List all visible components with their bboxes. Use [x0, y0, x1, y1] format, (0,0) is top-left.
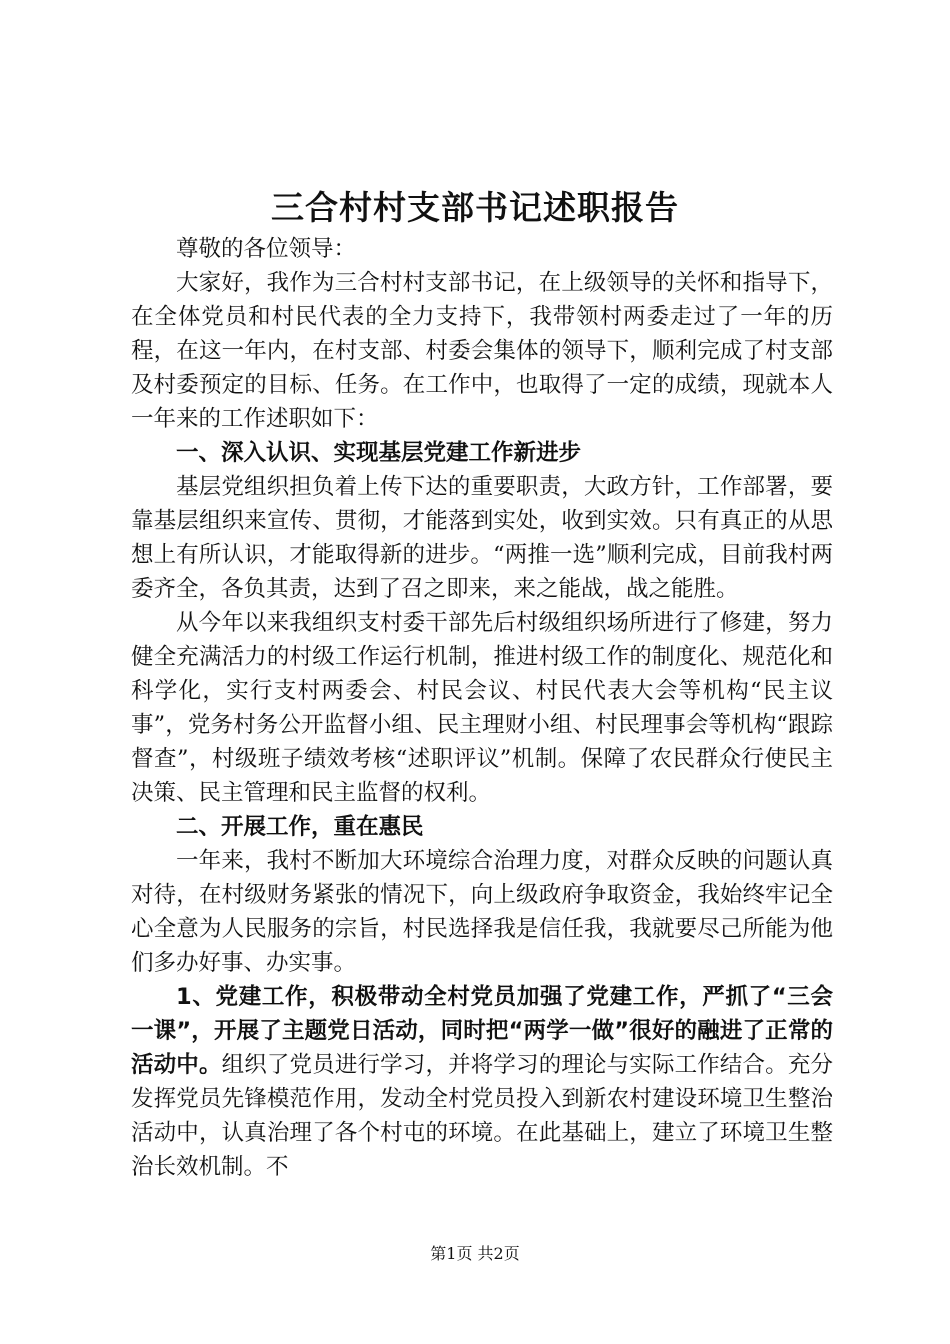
paragraph-section1-b: 从今年以来我组织支村委干部先后村级组织场所进行了修建，努力健全充满活力的村级工作运行机制，推进村级工作的制度化、规范化和科学化，实行支村两委会、村民会议、村民代表大会等机构“民主议事”，党务村务公开监督小组、民主理财小组、村民理事会等机构“跟踪督查”，村级班子绩效考核“述职评议”机制。保障了农民群众行使民主决策、民主管理和民主监督的权利。 — [131, 610, 833, 806]
salutation: 尊敬的各位领导： — [176, 236, 357, 262]
paragraph-item-1 — [131, 980, 833, 1184]
paragraph-intro: 大家好，我作为三合村村支部书记，在上级领导的关怀和指导下，在全体党员和村民代表的全力支持下，我带领村两委走过了一年的历程，在这一年内，在村支部、村委会集体的领导下，顺利完成了村支部及村委预定的目标、任务。在工作中，也取得了一定的成绩，现就本人一年来的工作述职如下： — [131, 270, 833, 432]
item-1-bold-text: 1、党建工作，积极带动全村党员加强了党建工作，严抓了“三会一课”，开展了主题党日活动，同时把“两学一做”很好的融进了正常的活动中。 — [131, 984, 833, 1078]
section-heading-1: 一、深入认识、实现基层党建工作新进步 — [176, 440, 582, 466]
paragraph-section2: 一年来，我村不断加大环境综合治理力度，对群众反映的问题认真对待，在村级财务紧张的情况下，向上级政府争取资金，我始终牢记全心全意为人民服务的宗旨，村民选择我是信任我，我就要尽己所能为他们多办好事、办实事。 — [131, 848, 833, 976]
document-title: 三合村村支部书记述职报告 — [271, 188, 679, 227]
page-footer: 第1页 共2页 — [430, 1244, 520, 1263]
document-body — [131, 232, 833, 1184]
paragraph-section1-a: 基层党组织担负着上传下达的重要职责，大政方针，工作部署，要靠基层组织来宣传、贯彻，才能落到实处，收到实效。只有真正的从思想上有所认识，才能取得新的进步。“两推一选”顺利完成，目前我村两委齐全，各负其责，达到了召之即来，来之能战，战之能胜。 — [131, 474, 833, 602]
item-1-text: 组织了党员进行学习，并将学习的理论与实际工作结合。充分发挥党员先锋模范作用，发动全村党员投入到新农村建设环境卫生整治活动中，认真治理了各个村屯的环境。在此基础上，建立了环境卫生整治长效机制。不 — [131, 1052, 833, 1180]
section-heading-2: 二、开展工作，重在惠民 — [176, 814, 424, 840]
